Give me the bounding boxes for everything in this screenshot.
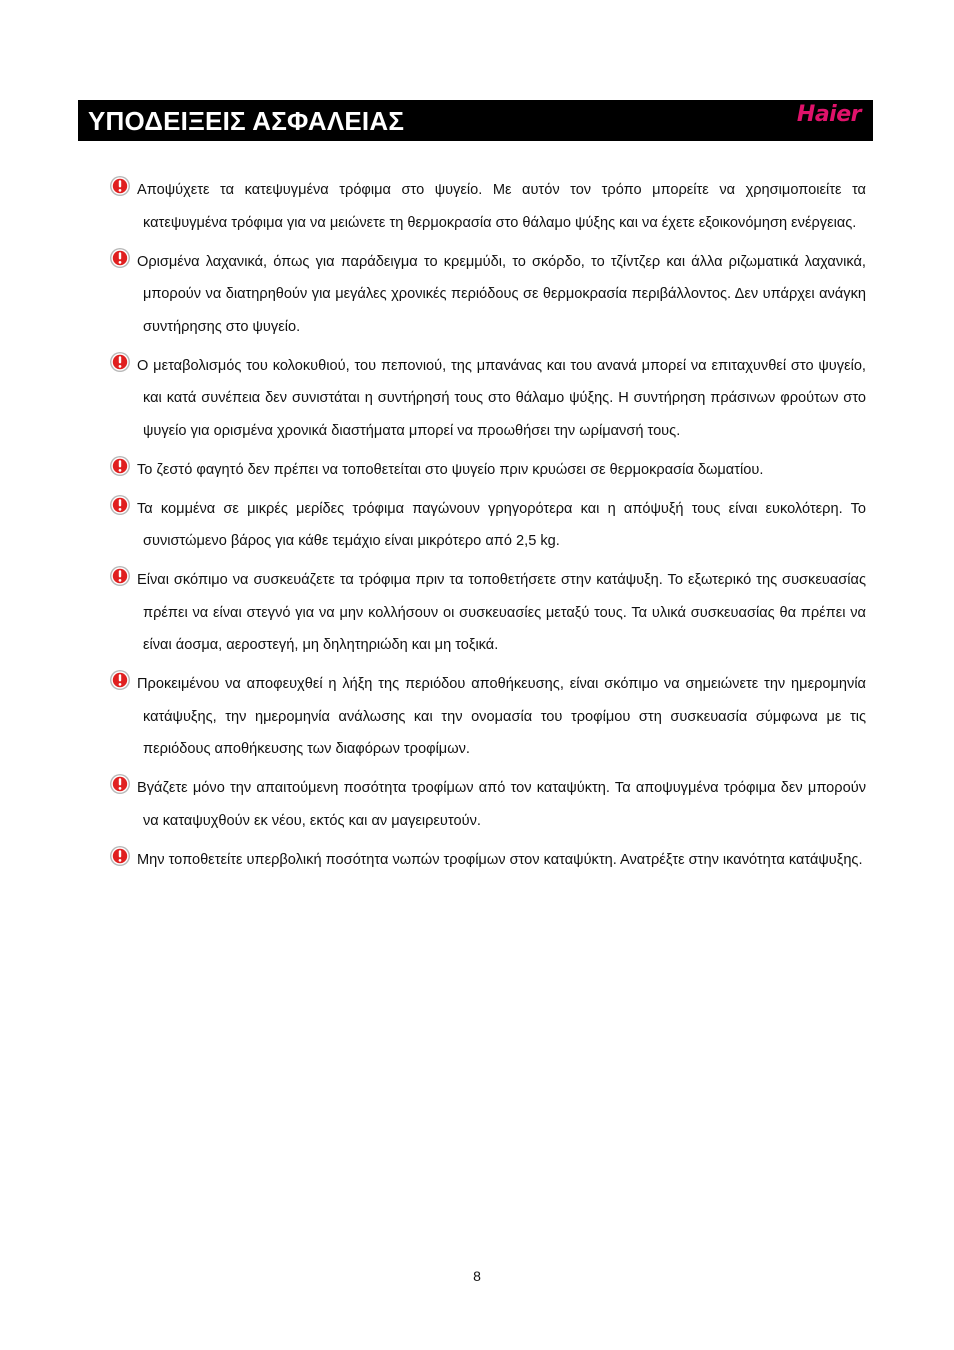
list-item	[109, 668, 866, 766]
list-item	[109, 772, 866, 837]
page-title: ΥΠΟΔΕΙΞΕΙΣ ΑΣΦΑΛΕΙΑΣ	[88, 106, 405, 136]
list-item-text: Αποψύχετε τα κατεψυγμένα τρόφιμα στο ψυγείο. Με αυτόν τον τρόπο μπορείτε να χρησιμοποιείτε τα κατεψυγμένα τρόφιμα για να μειώνετε τη θερμοκρασία στο θάλαμο ψύξης και να έχετε εξοικονόμηση ενέργειας.	[137, 182, 866, 231]
warning-icon	[109, 351, 131, 373]
list-item	[109, 844, 866, 877]
list-item-text: Ο μεταβολισμός του κολοκυθιού, του πεπονιού, της μπανάνας και του ανανά μπορεί να επιταχυνθεί στο ψυγείο, και κατά συνέπεια δεν συνιστάται η συντήρησή τους στο θάλαμο ψύξης. Η συντήρηση πράσινων φρούτων στο ψυγείο για ορισμένα χρονικά διαστήματα μπορεί να προωθήσει την ωρίμανσή τους.	[137, 357, 866, 439]
list-item	[109, 350, 866, 448]
list-item	[109, 564, 866, 662]
list-item-text: Το ζεστό φαγητό δεν πρέπει να τοποθετείται στο ψυγείο πριν κρυώσει σε θερμοκρασία δωματίου.	[137, 461, 764, 478]
list-item	[109, 493, 866, 558]
list-item-text: Προκειμένου να αποφευχθεί η λήξη της περιόδου αποθήκευσης, είναι σκόπιμο να σημειώνετε την ημερομηνία κατάψυξης, την ημερομηνία ανάλωσης και την ονομασία του τροφίμου στη συσκευασία σύμφωνα με τις περιόδους αποθήκευσης των διαφόρων τροφίμων.	[137, 676, 866, 757]
list-item-text: Είναι σκόπιμο να συσκευάζετε τα τρόφιμα πριν τα τοποθετήσετε στην κατάψυξη. Το εξωτερικό της συσκευασίας πρέπει να είναι στεγνό για να μην κολλήσουν οι συσκευασίες μεταξύ τους. Τα υλικά συσκευασίας θα πρέπει να είναι άοσμα, αεροστεγή, μη δηλητηριώδη και μη τοξικά.	[137, 572, 866, 653]
page-number: 8	[473, 1268, 481, 1284]
list-item-text: Τα κομμένα σε μικρές μερίδες τρόφιμα παγώνουν γρηγορότερα και η απόψυξή τους είναι ευκολότερη. Το συνιστώμενο βάρος για κάθε τεμάχιο είναι μικρότερο από 2,5 kg.	[137, 500, 866, 549]
list-item-text: Μην τοποθετείτε υπερβολική ποσότητα νωπών τροφίμων στον καταψύκτη. Ανατρέξτε στην ικανότητα κατάψυξης.	[137, 851, 863, 868]
section-header	[78, 100, 873, 141]
list-item	[109, 454, 866, 487]
warning-icon	[109, 494, 131, 516]
list-item-text: Βγάζετε μόνο την απαιτούμενη ποσότητα τροφίμων από τον καταψύκτη. Τα αποψυγμένα τρόφιμα δεν μπορούν να καταψυχθούν εκ νέου, εκτός και αν μαγειρευτούν.	[137, 780, 866, 829]
warning-icon	[109, 455, 131, 477]
warning-icon	[109, 247, 131, 269]
haier-logo: Haier	[796, 102, 861, 127]
list-item	[109, 174, 866, 239]
warning-icon	[109, 175, 131, 197]
list-item-text: Ορισμένα λαχανικά, όπως για παράδειγμα το κρεμμύδι, το σκόρδο, το τζίντζερ και άλλα ριζωματικά λαχανικά, μπορούν να διατηρηθούν για μεγάλες χρονικές περιόδους σε θερμοκρασία περιβάλλοντος. Δεν υπάρχει ανάγκη συντήρησης στο ψυγείο.	[137, 253, 866, 335]
list-item	[109, 246, 866, 344]
warning-icon	[109, 773, 131, 795]
safety-tips-list	[109, 174, 866, 883]
warning-icon	[109, 669, 131, 691]
warning-icon	[109, 845, 131, 867]
warning-icon	[109, 565, 131, 587]
